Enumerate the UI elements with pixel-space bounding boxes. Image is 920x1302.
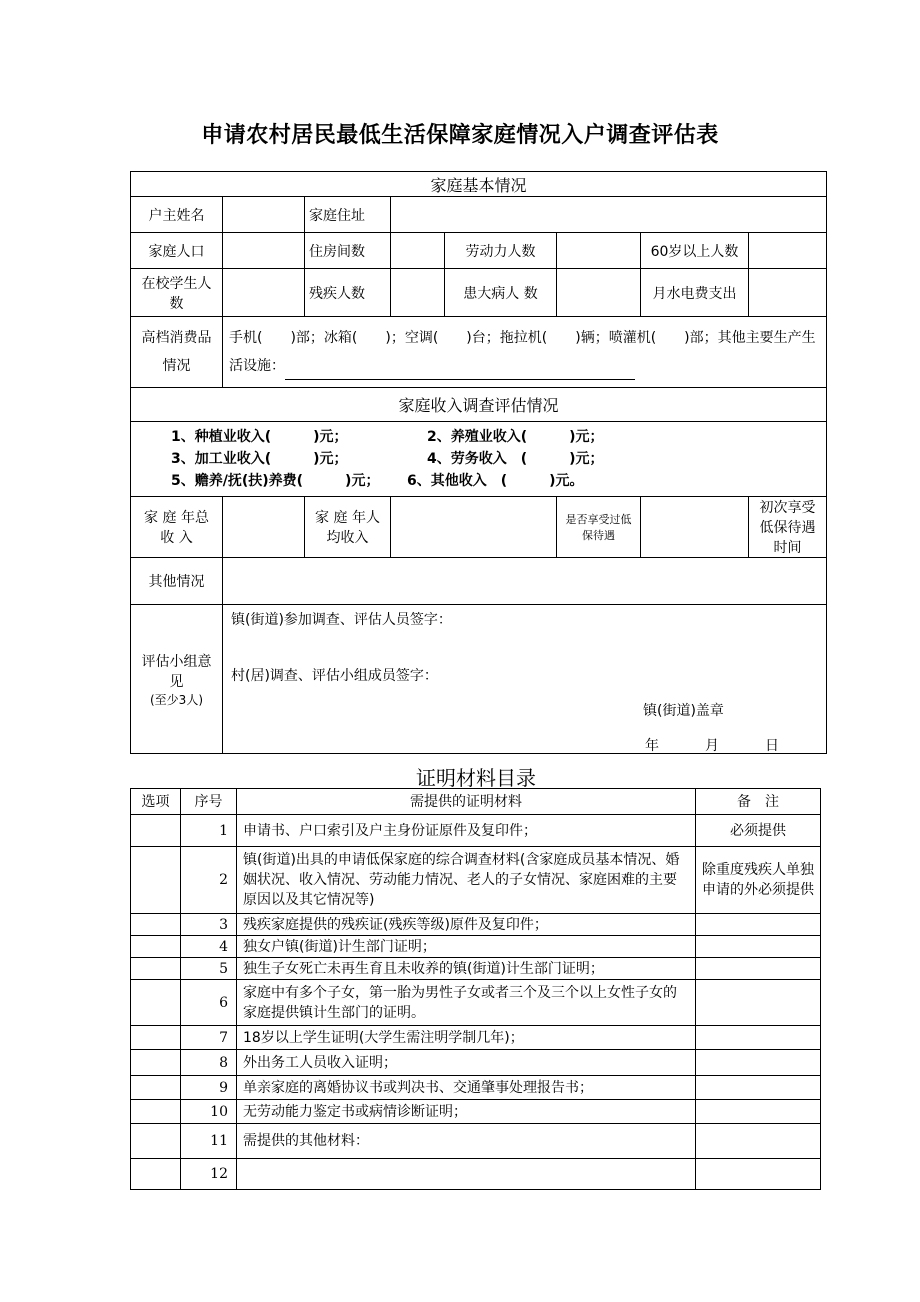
labor-value[interactable] (557, 233, 641, 269)
table-row (131, 980, 821, 1026)
material-text: 无劳动能力鉴定书或病情诊断证明； (237, 1100, 696, 1124)
header-no: 序号 (181, 789, 237, 815)
option-cell[interactable] (131, 1124, 181, 1159)
option-cell[interactable] (131, 815, 181, 847)
serious-ill-value[interactable] (557, 269, 641, 317)
row-number: 1 (181, 815, 237, 847)
option-cell[interactable] (131, 847, 181, 914)
utility-label: 月水电费支出 (641, 269, 749, 317)
labor-income: 4、劳务收入 ( )元； (427, 451, 604, 467)
section-income: 家庭收入调查评估情况 (131, 388, 827, 422)
row-number: 8 (181, 1050, 237, 1076)
students-label: 在校学生人 数 (131, 269, 223, 317)
support-income: 5、赡养/抚(扶)养费( )元； (171, 473, 380, 489)
disabled-value[interactable] (391, 269, 445, 317)
address-label: 家庭住址 (305, 197, 391, 233)
option-cell[interactable] (131, 1050, 181, 1076)
population-label: 家庭人口 (131, 233, 223, 269)
option-cell[interactable] (131, 1076, 181, 1100)
material-note (696, 958, 821, 980)
facilities-underline (285, 363, 635, 380)
row-number: 10 (181, 1100, 237, 1124)
enjoyed-before-value[interactable] (641, 497, 749, 558)
option-cell[interactable] (131, 936, 181, 958)
table-row (131, 815, 821, 847)
table-row (131, 1100, 821, 1124)
serious-ill-label: 患大病人 数 (445, 269, 557, 317)
option-cell[interactable] (131, 958, 181, 980)
opinion-note: (至少3人) (150, 692, 203, 707)
table-row (131, 1124, 821, 1159)
material-text (237, 1159, 696, 1190)
header-option: 选项 (131, 789, 181, 815)
material-note (696, 936, 821, 958)
material-note (696, 1026, 821, 1050)
consumption-field[interactable] (223, 317, 827, 388)
disabled-label: 残疾人数 (305, 269, 391, 317)
option-cell[interactable] (131, 1026, 181, 1050)
material-note (696, 1124, 821, 1159)
consumption-label: 高档消费品情况 (131, 317, 223, 388)
elderly-value[interactable] (749, 233, 827, 269)
enjoyed-before-text: 是否享受过低保待遇 (565, 513, 632, 542)
breeding-income: 2、养殖业收入( )元； (427, 429, 604, 445)
row-number: 7 (181, 1026, 237, 1050)
opinion-label: 评估小组意 见 (141, 653, 240, 690)
header-note: 备 注 (696, 789, 821, 815)
address-value[interactable] (391, 197, 827, 233)
table-row (131, 936, 821, 958)
household-survey-table (130, 171, 827, 754)
material-text: 残疾家庭提供的残疾证(残疾等级)原件及复印件； (237, 914, 696, 936)
material-note: 必须提供 (696, 815, 821, 847)
town-sign-label: 镇(街道)参加调查、评估人员签字： (231, 612, 452, 628)
labor-label: 劳动力人数 (445, 233, 557, 269)
income-line-2 (171, 448, 826, 470)
first-time-label: 初次享受低保待遇时间 (749, 497, 827, 558)
material-text: 外出务工人员收入证明； (237, 1050, 696, 1076)
income-line-3 (171, 470, 826, 492)
option-cell[interactable] (131, 1100, 181, 1124)
planting-income: 1、种植业收入( )元； (171, 429, 348, 445)
elderly-label: 60岁以上人数 (641, 233, 749, 269)
material-text: 18岁以上学生证明(大学生需注明学制几年)； (237, 1026, 696, 1050)
option-cell[interactable] (131, 980, 181, 1026)
row-number: 3 (181, 914, 237, 936)
material-note (696, 1159, 821, 1190)
row-number: 11 (181, 1124, 237, 1159)
material-text: 镇(街道)出具的申请低保家庭的综合调查材料(含家庭成员基本情况、婚姻状况、收入情况、劳动能力情况、老人的子女情况、家庭困难的主要原因以及其它情况等) (237, 847, 696, 914)
enjoyed-before-label (557, 497, 641, 558)
header-material: 需提供的证明材料 (237, 789, 696, 815)
utility-value[interactable] (749, 269, 827, 317)
row-number: 9 (181, 1076, 237, 1100)
total-income-value[interactable] (223, 497, 305, 558)
other-situation-label: 其他情况 (131, 558, 223, 605)
rooms-value[interactable] (391, 233, 445, 269)
other-income: 6、其他收入 ( )元。 (407, 473, 584, 489)
option-cell[interactable] (131, 914, 181, 936)
material-text: 单亲家庭的离婚协议书或判决书、交通肇事处理报告书； (237, 1076, 696, 1100)
option-cell[interactable] (131, 1159, 181, 1190)
row-number: 12 (181, 1159, 237, 1190)
table-row (131, 1159, 821, 1190)
material-note (696, 1050, 821, 1076)
rooms-label: 住房间数 (305, 233, 391, 269)
table-row (131, 1026, 821, 1050)
consumption-text: 手机( )部；冰箱( )；空调( )台；拖拉机( )辆；喷灌机( )部；其他主要生产生活设施： (229, 330, 816, 374)
materials-table (130, 788, 821, 1190)
per-capita-value[interactable] (391, 497, 557, 558)
material-text: 家庭中有多个子女，第一胎为男性子女或者三个及三个以上女性子女的家庭提供镇计生部门的证明。 (237, 980, 696, 1026)
per-capita-label: 家 庭 年人均收入 (305, 497, 391, 558)
population-value[interactable] (223, 233, 305, 269)
village-sign-label: 村(居)调查、评估小组成员签字： (231, 668, 438, 684)
householder-name-value[interactable] (223, 197, 305, 233)
table-row (131, 1076, 821, 1100)
income-line-1 (171, 426, 826, 448)
row-number: 5 (181, 958, 237, 980)
row-number: 4 (181, 936, 237, 958)
material-note (696, 1076, 821, 1100)
processing-income: 3、加工业收入( )元； (171, 451, 348, 467)
form-title: 申请农村居民最低生活保障家庭情况入户调查评估表 (201, 123, 719, 148)
row-number: 6 (181, 980, 237, 1026)
table-row (131, 1050, 821, 1076)
total-income-label: 家 庭 年总 收 入 (131, 497, 223, 558)
material-text: 申请书、户口索引及户主身份证原件及复印件； (237, 815, 696, 847)
material-text: 独女户镇(街道)计生部门证明； (237, 936, 696, 958)
table-row (131, 914, 821, 936)
materials-header-row (131, 789, 821, 815)
other-situation-value[interactable] (223, 558, 827, 605)
section-basic-info: 家庭基本情况 (131, 172, 827, 197)
table-row (131, 847, 821, 914)
opinion-label-cell (131, 605, 240, 754)
material-note (696, 980, 821, 1026)
material-note (696, 914, 821, 936)
material-text: 需提供的其他材料： (237, 1124, 696, 1159)
material-text: 独生子女死亡未再生育且未收养的镇(街道)计生部门证明； (237, 958, 696, 980)
materials-title: 证明材料目录 (416, 766, 536, 790)
opinion-field[interactable] (223, 605, 827, 754)
table-row (131, 958, 821, 980)
material-note: 除重度残疾人单独申请的外必须提供 (696, 847, 821, 914)
seal-label: 镇(街道)盖章 (643, 703, 724, 719)
income-items[interactable] (131, 422, 827, 497)
householder-name-label: 户主姓名 (131, 197, 223, 233)
date-label: 年 月 日 (645, 738, 780, 754)
row-number: 2 (181, 847, 237, 914)
material-note (696, 1100, 821, 1124)
